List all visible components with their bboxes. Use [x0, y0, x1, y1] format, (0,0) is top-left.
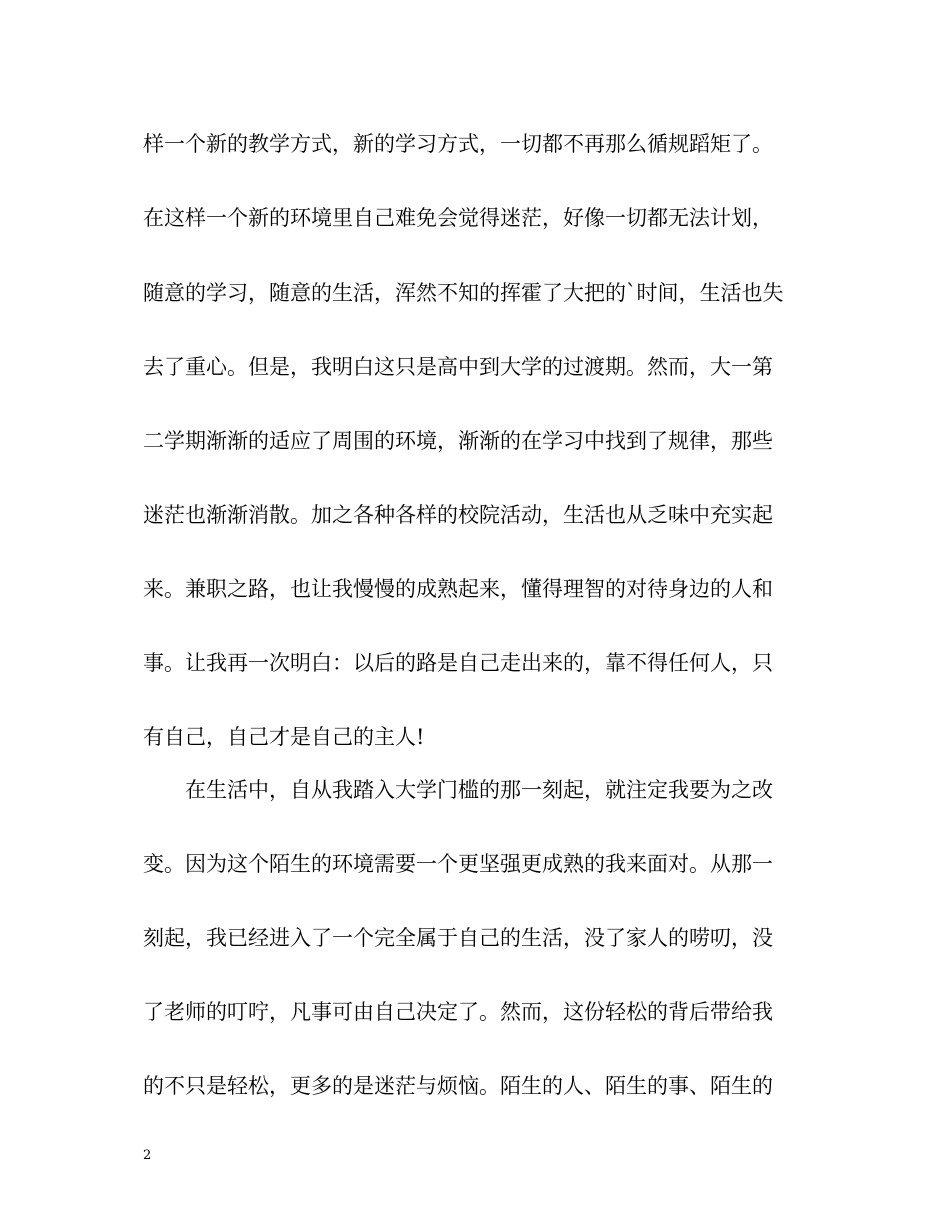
text-line: 刻起，我已经进入了一个完全属于自己的生活，没了家人的唠叨，没	[143, 926, 773, 950]
page-number: 2	[143, 1148, 152, 1163]
text-line: 迷茫也渐渐消散。加之各种各样的校院活动，生活也从乏味中充实起	[143, 503, 773, 527]
text-line: 了老师的叮咛，凡事可由自己决定了。然而，这份轻松的背后带给我	[143, 1000, 773, 1024]
text-line: 去了重心。但是，我明白这只是高中到大学的过渡期。然而，大一第	[143, 355, 773, 379]
text-line: 事。让我再一次明白：以后的路是自己走出来的，靠不得任何人，只	[143, 651, 773, 675]
text-line: 有自己，自己才是自己的主人!	[143, 725, 425, 749]
text-line: 在这样一个新的环境里自己难免会觉得迷茫，好像一切都无法计划，	[143, 206, 773, 230]
text-line: 的不只是轻松，更多的是迷茫与烦恼。陌生的人、陌生的事、陌生的	[143, 1074, 773, 1098]
text-line: 来。兼职之路，也让我慢慢的成熟起来，懂得理智的对待身边的人和	[143, 577, 773, 601]
paragraph-first-line: 在生活中，自从我踏入大学门槛的那一刻起，就注定我要为之改	[185, 778, 773, 802]
text-line: 二学期渐渐的适应了周围的环境，渐渐的在学习中找到了规律，那些	[143, 429, 773, 453]
text-line: 随意的学习，随意的生活，浑然不知的挥霍了大把的`时间，生活也失	[143, 281, 784, 305]
text-line: 样一个新的教学方式，新的学习方式，一切都不再那么循规蹈矩了。	[143, 132, 773, 156]
text-line: 变。因为这个陌生的环境需要一个更坚强更成熟的我来面对。从那一	[143, 852, 773, 876]
